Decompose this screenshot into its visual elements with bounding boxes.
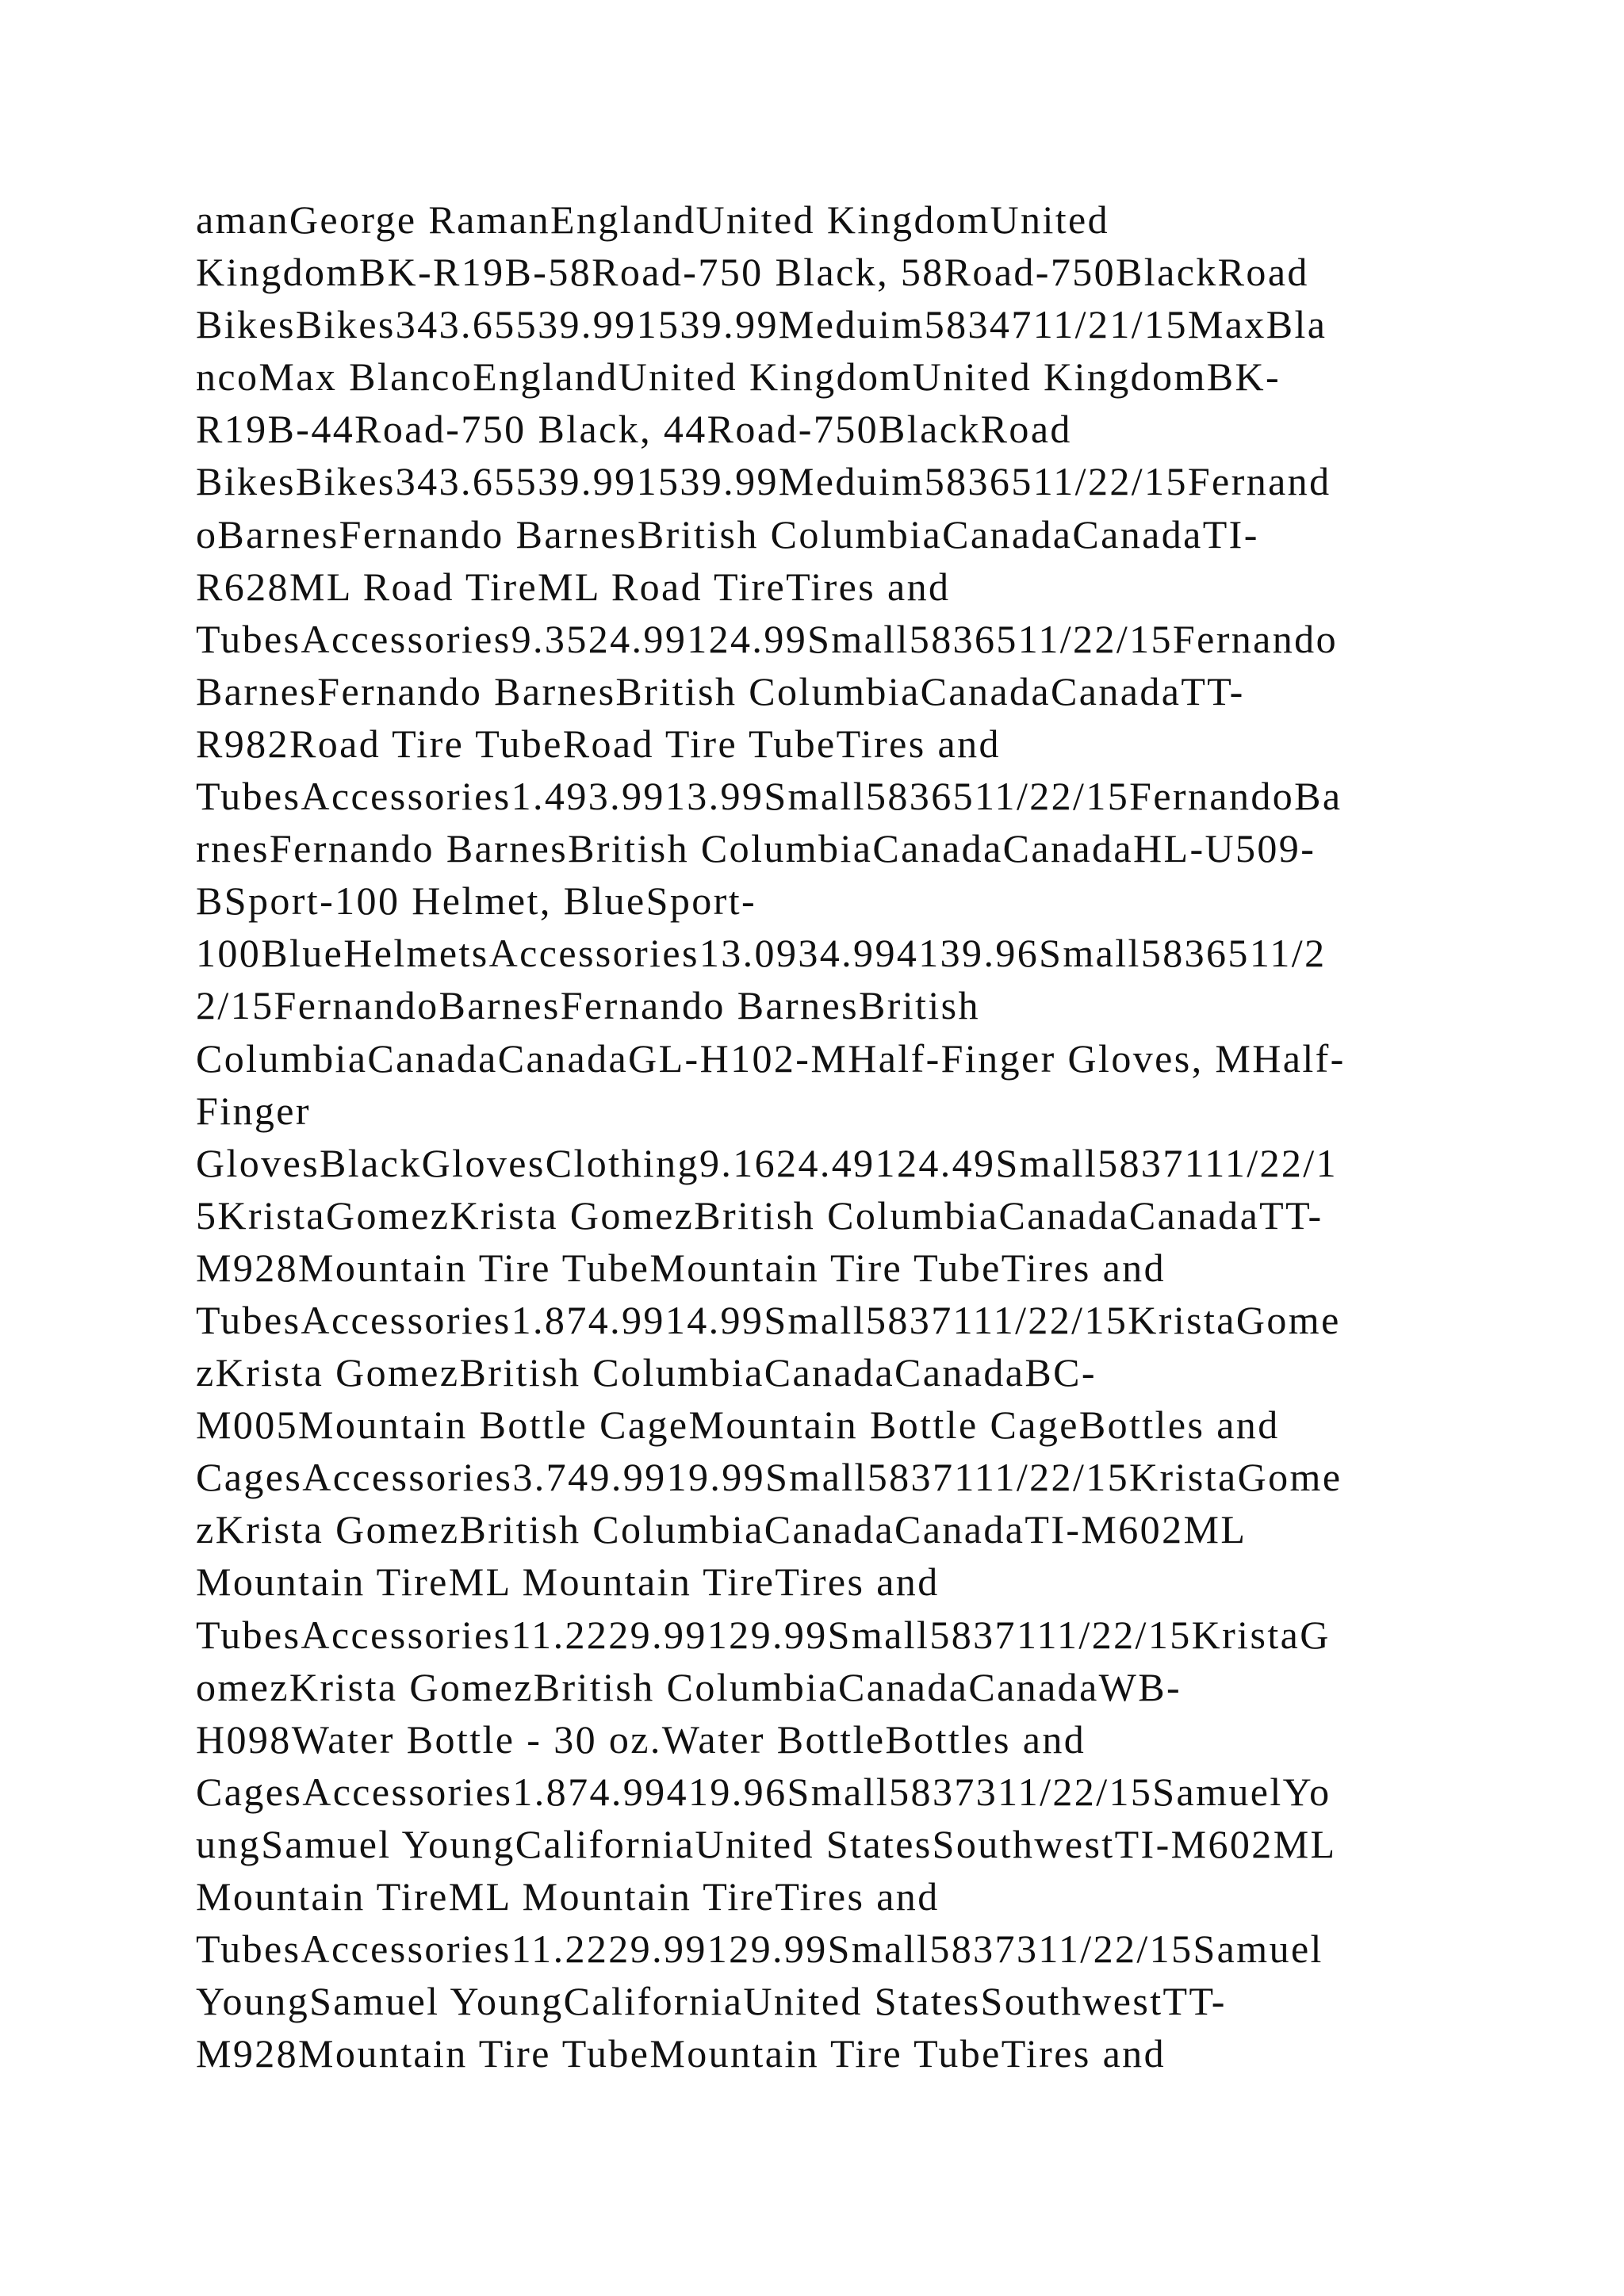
text-line: M928Mountain Tire TubeMountain Tire TubeTires and (196, 1245, 1166, 1290)
text-line: amanGeorge RamanEnglandUnited KingdomUnited (196, 197, 1110, 242)
text-line: 2/15FernandoBarnesFernando BarnesBritish (196, 983, 980, 1028)
text-line: YoungSamuel YoungCaliforniaUnited StatesSouthwestTT- (196, 1979, 1227, 2024)
text-line: ungSamuel YoungCaliforniaUnited StatesSouthwestTI-M602ML (196, 1821, 1337, 1866)
text-line: BarnesFernando BarnesBritish ColumbiaCanadaCanadaTT- (196, 668, 1245, 714)
text-line: TubesAccessories11.2229.99129.99Small5837111/22/15KristaG (196, 1612, 1331, 1657)
text-line: TubesAccessories1.874.9914.99Small5837111/22/15KristaGome (196, 1297, 1341, 1342)
text-line: TubesAccessories1.493.9913.99Small5836511/22/15FernandoBa (196, 774, 1342, 819)
text-line: Mountain TireML Mountain TireTires and (196, 1559, 940, 1605)
text-line: BikesBikes343.65539.991539.99Meduim5834711/21/15MaxBla (196, 302, 1327, 347)
text-line: KingdomBK-R19B-58Road-750 Black, 58Road-750BlackRoad (196, 250, 1309, 295)
text-line: H098Water Bottle - 30 oz.Water BottleBottles and (196, 1716, 1086, 1762)
text-line: 5KristaGomezKrista GomezBritish ColumbiaCanadaCanadaTT- (196, 1192, 1323, 1238)
text-line: R628ML Road TireML Road TireTires and (196, 564, 951, 609)
text-line: 100BlueHelmetsAccessories13.0934.994139.96Small5836511/2 (196, 931, 1327, 976)
text-line: ColumbiaCanadaCanadaGL-H102-MHalf-Finger Gloves, MHalf- (196, 1035, 1346, 1081)
text-line: M928Mountain Tire TubeMountain Tire TubeTires and (196, 2031, 1166, 2076)
text-line: R19B-44Road-750 Black, 44Road-750BlackRoad (196, 407, 1072, 452)
text-line: ncoMax BlancoEnglandUnited KingdomUnited KingdomBK- (196, 354, 1281, 400)
text-line: GlovesBlackGlovesClothing9.1624.49124.49Small5837111/22/1 (196, 1140, 1338, 1185)
text-line: Mountain TireML Mountain TireTires and (196, 1874, 940, 1919)
text-line: M005Mountain Bottle CageMountain Bottle CageBottles and (196, 1402, 1280, 1448)
text-line: omezKrista GomezBritish ColumbiaCanadaCanadaWB- (196, 1664, 1182, 1709)
text-line: CagesAccessories1.874.99419.96Small5837311/22/15SamuelYo (196, 1769, 1331, 1814)
text-line: Finger (196, 1088, 311, 1133)
text-line: BSport-100 Helmet, BlueSport- (196, 878, 757, 924)
text-line: TubesAccessories11.2229.99129.99Small5837311/22/15Samuel (196, 1927, 1323, 1972)
text-line: R982Road Tire TubeRoad Tire TubeTires and (196, 721, 1001, 766)
text-line: oBarnesFernando BarnesBritish ColumbiaCanadaCanadaTI- (196, 511, 1259, 557)
text-line: zKrista GomezBritish ColumbiaCanadaCanadaTI-M602ML (196, 1507, 1247, 1552)
text-line: CagesAccessories3.749.9919.99Small5837111/22/15KristaGome (196, 1455, 1342, 1500)
document-body-text (196, 193, 1480, 2080)
text-line: zKrista GomezBritish ColumbiaCanadaCanadaBC- (196, 1350, 1097, 1395)
text-line: BikesBikes343.65539.991539.99Meduim5836511/22/15Fernand (196, 459, 1331, 504)
text-line: TubesAccessories9.3524.99124.99Small5836511/22/15Fernando (196, 616, 1338, 661)
text-line: rnesFernando BarnesBritish ColumbiaCanadaCanadaHL-U509- (196, 826, 1316, 871)
